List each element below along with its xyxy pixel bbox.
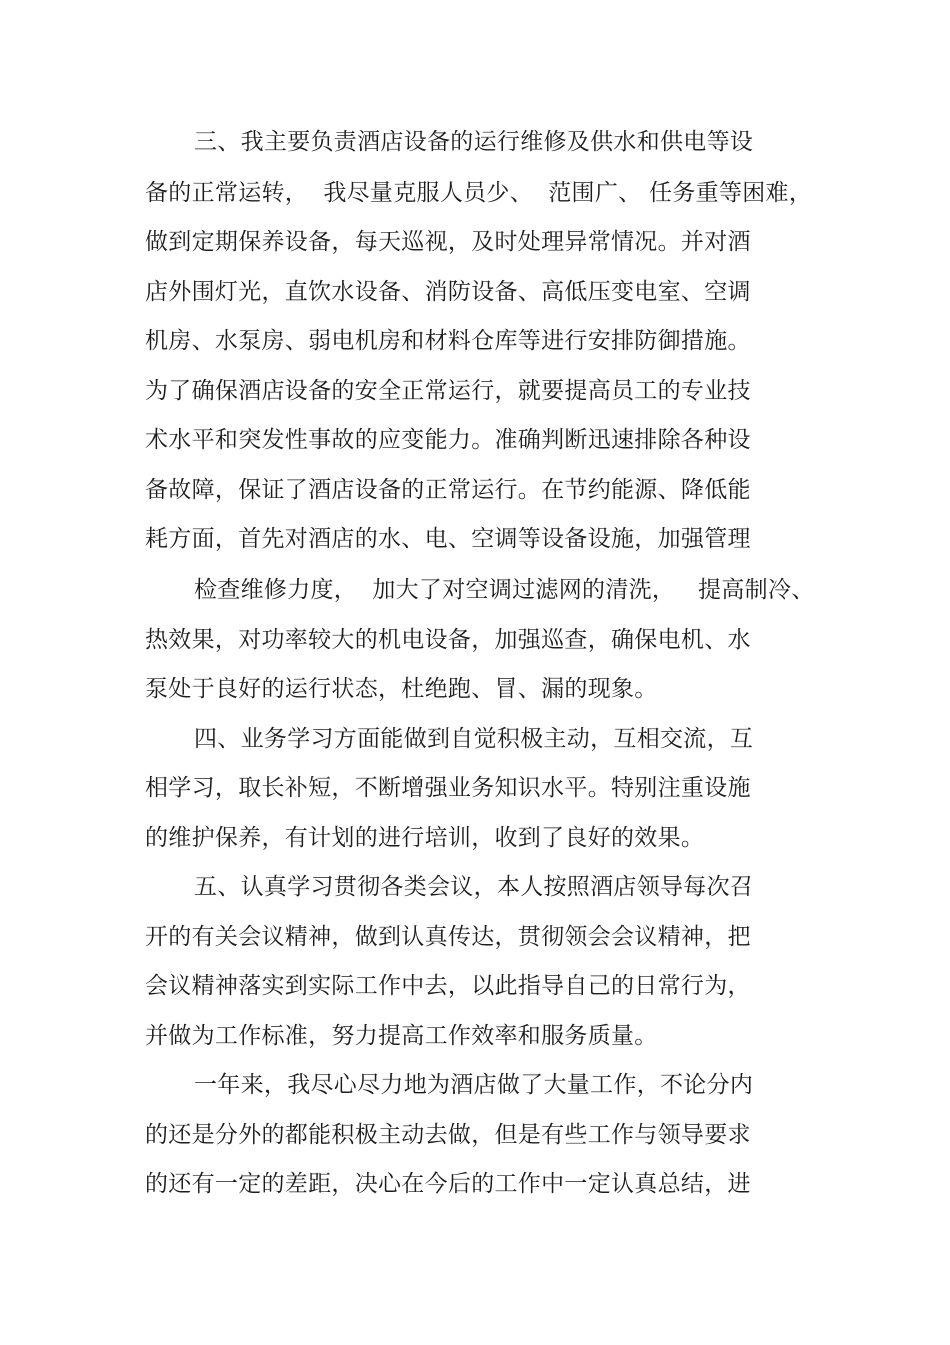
text-line-17: 开的有关会议精神，做到认真传达，贯彻领会会议精神，把 <box>145 924 751 950</box>
text-line-15: 的维护保养，有计划的进行培训，收到了良好的效果。 <box>145 825 705 851</box>
text-line-8: 备故障，保证了酒店设备的正常运行。在节约能源、降低能 <box>145 477 751 503</box>
text-line-9: 耗方面，首先对酒店的水、电、空调等设备设施，加强管理 <box>145 526 751 552</box>
text-line-22: 的还有一定的差距，决心在今后的工作中一定认真总结，进 <box>145 1171 751 1197</box>
text-line-19: 并做为工作标准，努力提高工作效率和服务质量。 <box>145 1023 658 1049</box>
text-line-6: 为了确保酒店设备的安全正常运行，就要提高员工的专业技 <box>145 378 751 404</box>
text-line-3: 做到定期保养设备，每天巡视，及时处理异常情况。并对酒 <box>145 229 751 255</box>
text-line-18: 会议精神落实到实际工作中去，以此指导自己的日常行为， <box>145 973 751 999</box>
text-line-4: 店外围灯光，直饮水设备、消防设备、高低压变电室、空调 <box>145 279 751 305</box>
text-line-10: 检查维修力度， 加大了对空调过滤网的清洗， 提高制冷、 <box>194 577 815 603</box>
text-line-2: 备的正常运转， 我尽量克服人员少、 范围广、 任务重等困难， <box>145 180 813 206</box>
text-line-16: 五、认真学习贯彻各类会议，本人按照酒店领导每次召 <box>194 874 754 900</box>
text-line-20: 一年来，我尽心尽力地为酒店做了大量工作，不论分内 <box>194 1072 754 1098</box>
text-line-5: 机房、水泵房、弱电机房和材料仓库等进行安排防御措施。 <box>145 328 751 354</box>
text-line-11: 热效果，对功率较大的机电设备，加强巡查，确保电机、水 <box>145 627 751 653</box>
text-line-13: 四、业务学习方面能做到自觉积极主动，互相交流，互 <box>194 726 754 752</box>
text-line-12: 泵处于良好的运行状态，杜绝跑、冒、漏的现象。 <box>145 676 658 702</box>
text-line-1: 三、我主要负责酒店设备的运行维修及供水和供电等设 <box>194 129 754 155</box>
text-line-14: 相学习，取长补短，不断增强业务知识水平。特别注重设施 <box>145 775 751 801</box>
text-line-7: 术水平和突发性事故的应变能力。准确判断迅速排除各种设 <box>145 427 751 453</box>
text-line-21: 的还是分外的都能积极主动去做，但是有些工作与领导要求 <box>145 1122 751 1148</box>
